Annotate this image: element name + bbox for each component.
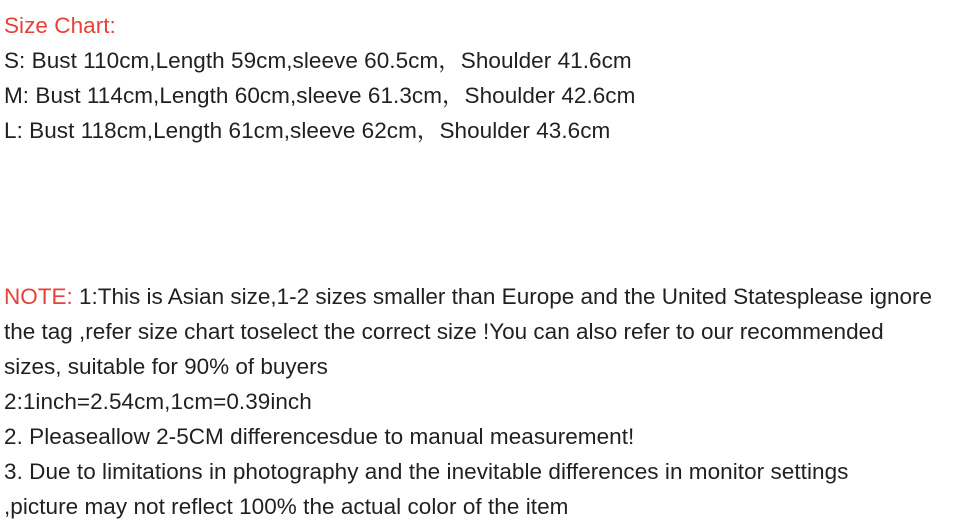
note-item-5: ,picture may not reflect 100% the actual color of the item [4, 494, 569, 519]
size-chart-section [4, 8, 962, 148]
note-item-2: 2:1inch=2.54cm,1cm=0.39inch [4, 389, 312, 414]
note-item-3: 2. Pleaseallow 2-5CM differencesdue to manual measurement! [4, 424, 635, 449]
note-item-1-text: 1:This is Asian size,1-2 sizes smaller than Europe and the United Statesplease ignore the tag ,refer size chart toselect the correct size !You can also refer to our recommended sizes, suitable for 90% of buyers [4, 284, 932, 379]
size-chart-row-medium: M: Bust 114cm,Length 60cm,sleeve 61.3cm，Shoulder 42.6cm [4, 83, 636, 108]
note-item-1 [4, 279, 934, 384]
size-chart-row-small: S: Bust 110cm,Length 59cm,sleeve 60.5cm，Shoulder 41.6cm [4, 48, 632, 73]
note-label: NOTE: [4, 284, 73, 309]
note-section [4, 279, 962, 524]
note-item-4: 3. Due to limitations in photography and the inevitable differences in monitor settings [4, 459, 849, 484]
size-chart-row-large: L: Bust 118cm,Length 61cm,sleeve 62cm，Shoulder 43.6cm [4, 118, 611, 143]
size-chart-heading: Size Chart: [4, 13, 116, 38]
section-spacer [4, 148, 962, 279]
